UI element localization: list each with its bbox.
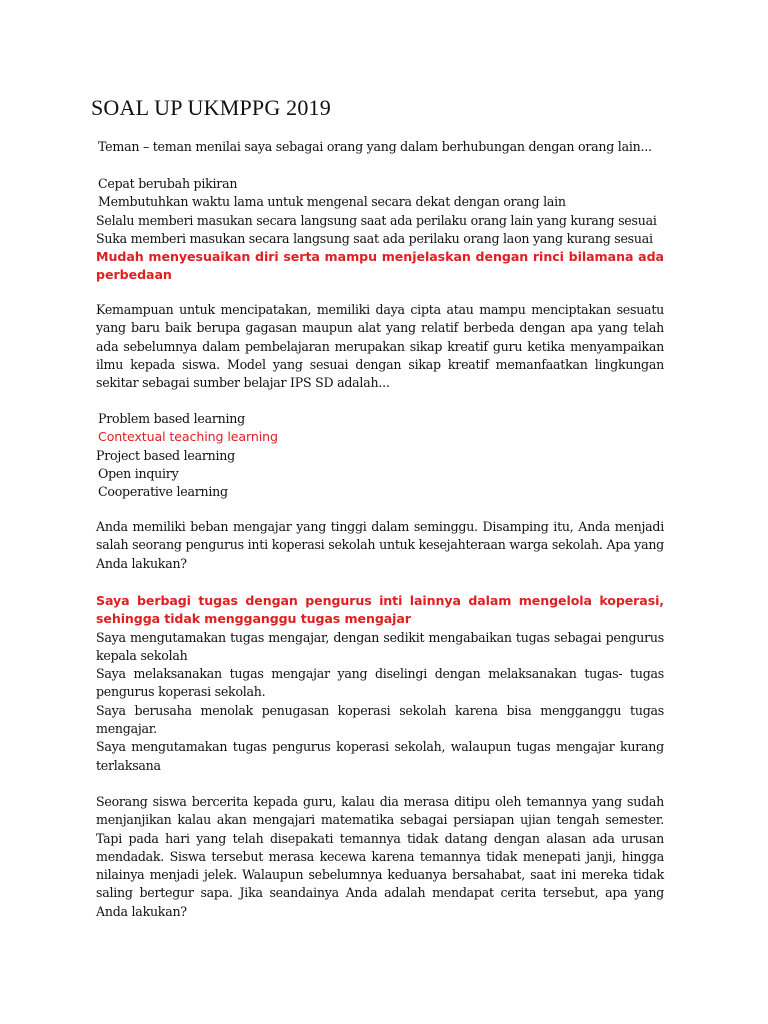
question-3-options bbox=[96, 592, 664, 775]
page-title: SOAL UP UKMPPG 2019 bbox=[91, 95, 331, 120]
option-item: Saya mengutamakan tugas pengurus koperasi sekolah, walaupun tugas mengajar kurang terlaksana bbox=[96, 739, 664, 773]
correct-answer: Saya berbagi tugas dengan pengurus inti lainnya dalam mengelola koperasi, sehingga tidak mengganggu tugas mengajar bbox=[96, 593, 664, 627]
option-item: Open inquiry bbox=[98, 465, 179, 481]
option-item: Saya mengutamakan tugas mengajar, dengan sedikit mengabaikan tugas sebagai pengurus kepala sekolah bbox=[96, 629, 664, 663]
question-4: Seorang siswa bercerita kepada guru, kalau dia merasa ditipu oleh temannya yang sudah menjanjikan kalau akan mengajari matematika sebagai persiapan ujian tengah semester. Tapi pada hari yang telah disepakati temannya tidak datang dengan alasan ada urusan mendadak. Siswa tersebut merasa kecewa karena temannya tidak menepati janji, hingga nilainya menjadi jelek. Walaupun sebelumnya keduanya bersahabat, saat ini mereka tidak saling bertegur sapa. Jika seandainya Anda adalah mendapat cerita tersebut, apa yang Anda lakukan? bbox=[96, 794, 664, 919]
option-item: Suka memberi masukan secara langsung saat ada perilaku orang laon yang kurang sesuai bbox=[96, 230, 653, 246]
correct-answer: Contextual teaching learning bbox=[98, 429, 278, 445]
option-item: Saya melaksanakan tugas mengajar yang diselingi dengan melaksanakan tugas- tugas pengurus koperasi sekolah. bbox=[96, 666, 664, 700]
option-item: Membutuhkan waktu lama untuk mengenal secara dekat dengan orang lain bbox=[98, 194, 566, 210]
question-text: Teman – teman menilai saya sebagai orang yang dalam berhubungan dengan orang lain... bbox=[98, 139, 652, 154]
option-item: Problem based learning bbox=[98, 411, 245, 426]
question-3: Anda memiliki beban mengajar yang tinggi dalam seminggu. Disamping itu, Anda menjadi salah seorang pengurus inti koperasi sekolah untuk kesejahteraan warga sekolah. Apa yang Anda lakukan? bbox=[96, 519, 664, 571]
option-item: Project based learning bbox=[96, 447, 235, 463]
question-2-options bbox=[96, 410, 664, 501]
option-item: Cooperative learning bbox=[98, 484, 228, 500]
option-item: Saya berusaha menolak penugasan koperasi sekolah karena bisa mengganggu tugas mengajar. bbox=[96, 702, 664, 737]
correct-answer: Mudah menyesuaikan diri serta mampu menjelaskan dengan rinci bilamana ada perbedaan bbox=[96, 249, 664, 283]
question-1-options bbox=[96, 175, 664, 285]
option-item: Selalu memberi masukan secara langsung saat ada perilaku orang lain yang kurang sesuai bbox=[96, 212, 657, 228]
question-1 bbox=[96, 138, 664, 156]
question-2: Kemampuan untuk mencipatakan, memiliki daya cipta atau mampu menciptakan sesuatu yang baru baik berupa gagasan maupun alat yang relatif berbeda dengan apa yang telah ada sebelumnya dalam pembelajaran merupakan sikap kreatif guru ketika menyampaikan ilmu kepada siswa. Model yang sesuai dengan sikap kreatif memanfaatkan lingkungan sekitar sebagai sumber belajar IPS SD adalah... bbox=[96, 302, 664, 391]
option-item: Cepat berubah pikiran bbox=[98, 176, 238, 191]
